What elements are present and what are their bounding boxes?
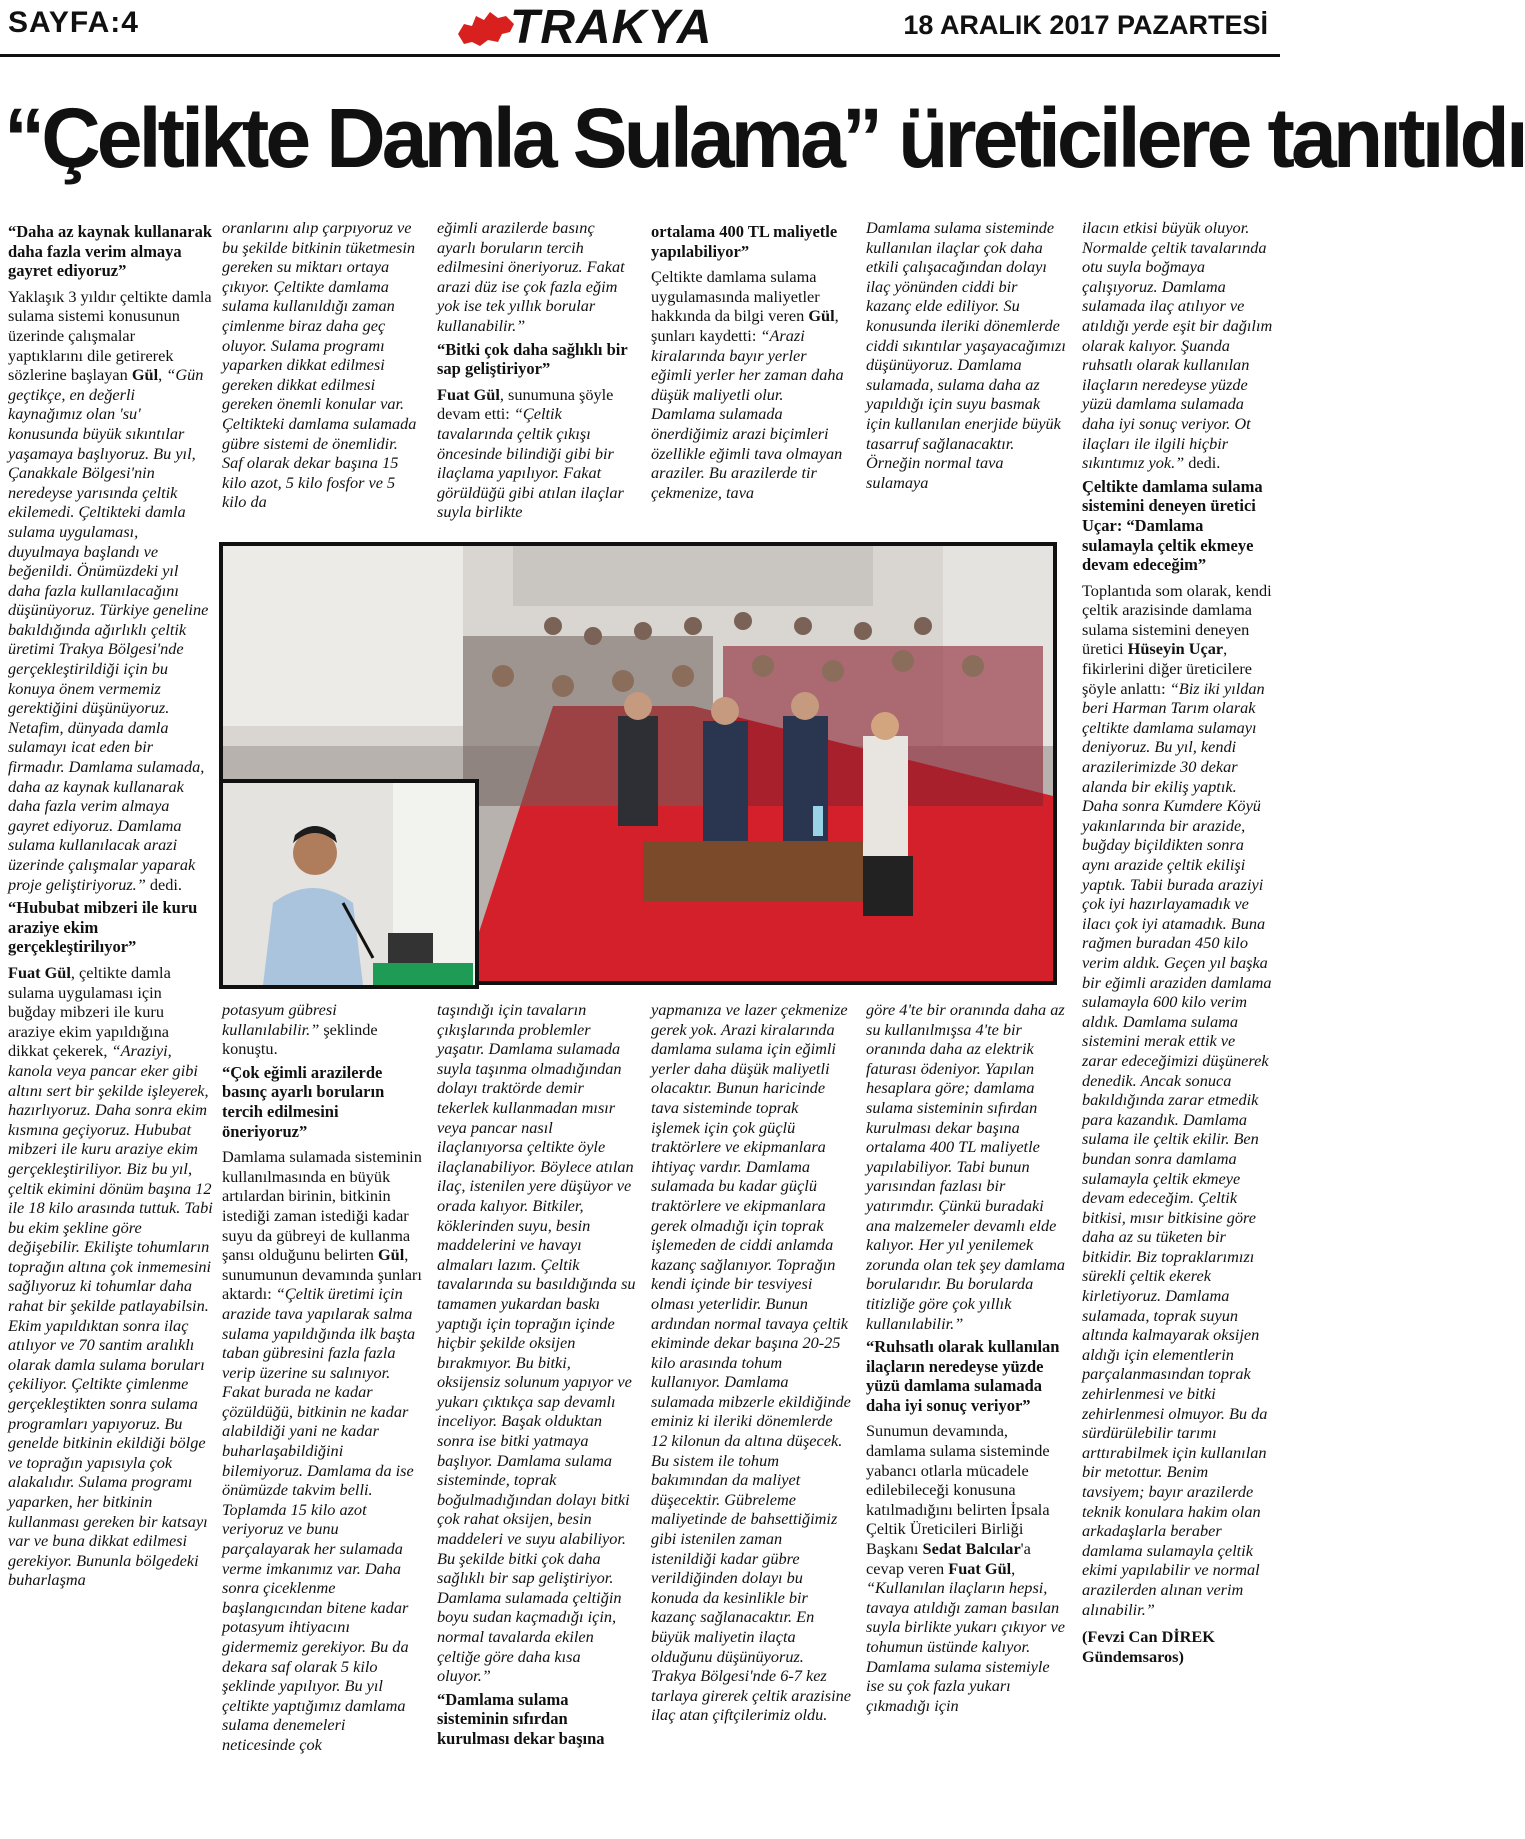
speaker-illustration [223, 783, 475, 985]
paragraph: ilacın etkisi büyük oluyor. Normalde çeltik tavalarında otu suyla boğmaya çalışıyoruz. Damlama sulamada ilaç atılıyor ve atıldığı yerde eşit bir dağılım olarak kalıyor. Şuanda ruhsatlı olarak kullanılan ilaçların neredeyse yüzde yüzü damlama sulamada daha iyi sonuç veriyor. Ot ilaçları ile ilgili hiçbir sıkıntımız yok.” dedi. [1082, 218, 1273, 473]
paragraph: taşındığı için tavaların çıkışlarında problemler yaşatır. Damlama sulamada suyla taşınma olmadığından dolayı traktörde demir tekerlek kullanmadan mısır veya pancar nasıl ilaçlanıyorsa çeltikte öyle ilaçlanabiliyor. Böylece atılan ilaç, istenilen yere düşüyor ve orada kalıyor. Bitkiler, köklerinden suyu, besin maddelerini ve havayı almaları lazım. Çeltik tavalarında su basıldığında su tamamen yukardan baskı yaptığı için toprağın içinde hiçbir şekilde oksijen bırakmıyor. Bu bitki, oksijensiz solunum yapıyor ve yukarı çıktıkça sap devamlı inceliyor. Başak olduktan sonra ise bitki yatmaya başlıyor. Damlama sulama sisteminde, toprak boğulmadığından dolayı bitki çok rahat oksijen, besin maddeleri ve suyu alabiliyor. Bu şekilde bitki çok daha sağlıklı bir sap geliştiriyor. Damlama sulamada çeltiğin boyu sudan kaçmadığı için, normal tavalarda ekilen çeltiğe göre daha kısa oluyor.” [437, 1000, 636, 1686]
article-headline: “Çeltikte Damla Sulama” üreticilere tanıtıldı [4, 91, 1525, 185]
paragraph: Sunumun devamında, damlama sulama sisteminde yabancı otlarla mücadele edilebileceği konusuna katılmadığını belirten İpsala Çeltik Üreticileri Birliği Başkanı Sedat Balcılar'a cevap veren Fuat Gül, “Kullanılan ilaçların hepsi, tavaya atıldığı zaman basılan suyla birlikte yukarı çıkıyor ve tohumun üstünde kalıyor. Damlama sulama sistemiyle ise su çok fazla yukarı çıkmadığı için [866, 1421, 1065, 1715]
column-5-bottom [866, 1000, 1066, 1830]
subheading: Çeltikte damlama sulama sistemini deneyen üretici Uçar: “Damlama sulamayla çeltik ekmeye devam edeceğim” [1082, 476, 1263, 575]
column-4-bottom [651, 1000, 851, 1830]
column-1 [8, 218, 213, 1828]
page-number: SAYFA:4 [8, 6, 139, 39]
column-3-bottom [437, 1000, 637, 1830]
paragraph: Damlama sulama sisteminde kullanılan ilaçlar çok daha etkili çalışacağından dolayı ilaç yönünden ciddi bir kazanç elde ediliyor. Su konusunda ileriki dönemlerde ciddi sıkıntılar yaşayacağımızı düşünüyoruz. Damlama sulamada, sulama daha az yapıldığı için suyu basmak için kullanılan enerjide büyük tasarruf sağlanacaktır. Örneğin normal tava sulamaya [866, 218, 1066, 492]
meeting-photo [219, 542, 1057, 985]
paragraph: Çeltikte damlama sulama uygulamasında maliyetler hakkında da bilgi veren Gül, şunları kaydetti: “Arazi kiralarında bayır yerler eğimli yerler her zaman daha düşük maliyetli olur. Damlama sulamada önerdiğimiz arazi biçimleri özellikle eğimli tava olmayan araziler. Bu arazilerde tir çekmenize, tava [651, 267, 844, 502]
column-4-top [651, 218, 851, 536]
column-3-top [437, 218, 637, 536]
masthead-rule [0, 54, 1280, 57]
subheading: “Çok eğimli arazilerde basınç ayarlı boruların tercih edilmesini öneriyoruz” [222, 1062, 385, 1141]
paragraph: eğimli arazilerde basınç ayarlı boruların tercih edilmesini öneriyoruz. Fakat arazi düz ise çok fazla eğim yok ise tek yıllık borular kullanabilir.” [437, 218, 625, 335]
column-2-top [222, 218, 422, 536]
paragraph: Toplantıda som olarak, kendi çeltik arazisinde damlama sulama sistemini deneyen üretici Hüseyin Uçar, fikirlerini diğer üreticilere şöyle anlattı: “Biz iki yıldan beri Harman Tarım olarak çeltikte damlama sulamayı deniyoruz. Bu yıl, kendi arazilerimizde 30 dekar alanda bir ekiliş yaptık. Daha sonra Kumdere Köyü yakınlarında bir arazide, buğday biçildikten sonra aynı arazide çeltik ekilişi yaptık. Tabii burada araziyi çok iyi hazırlayamadık ve ilacı çok iyi atamadık. Buna rağmen buradan 450 kilo verim aldık. Geçen yıl başka bir eğimli araziden damlama sulamayla 600 kilo verim aldık. Damlama sulama sistemini merak ettik ve zarar edeceğimizi düşünerek denedik. Ancak sonuca bakıldığında zarar etmedik para kazandık. Damlama sulama ile çeltik ekilir. Ben bundan sonra damlama sulamayla çeltik ekmeye devam edeceğim. Çeltik bitkisi, mısır bitkisine göre daha az su tüketen bir bitkidir. Biz topraklarımızı sürekli çeltik ekerek kirletiyoruz. Damlama sulamada, toprak suyun altında kalmayarak oksijen aldığı için elementlerin parçalanmasından toprak zehirlenmesi ve bitki zehirlenmesi olmuyor. Bu da sürdürülebilir tarımı arttırabilmek için kullanılan bir metottur. Benim tavsiyem; bayır arazilerde teknik konulara hakim olan arkadaşlarla beraber damlama sulamayla çeltik ekimi yapılabilir ve normal arazilerden alınan verim alınabilir.” [1082, 580, 1272, 1619]
masthead [0, 0, 1280, 60]
paragraph: Fuat Gül, çeltikte damla sulama uygulaması için buğday mibzeri ile kuru araziye ekim yapıldığına dikkat çekerek, “Araziyi, kanola veya pancar eker gibi altını sert bir şekilde işleyerek, hazırlıyoruz. Daha sonra ekim kısmına geçiyoruz. Hububat mibzeri ile kuru araziye ekim gerçekleştiriliyor. Biz bu yıl, çeltik ekimini dönüm başına 12 ile 18 kilo arasında tuttuk. Tabi bu ekim şekline göre değişebilir. Ekilişte tohumların toprağın altına çok inmemesini sağlıyoruz ki tohumlar daha rahat bir şekilde patlayabilsin. Ekim yapıldıktan sonra ilaç atılıyor ve 70 santim aralıklı olarak damla sulama boruları çekiliyor. Çeltikte çimlenme gerçekleştikten sonra sulama programları yapıyoruz. Bu genelde bitkinin ekildiği bölge ve toprağın yapısıyla çok alakalıdır. Sulama programı yaparken, her bitkinin kullanması gereken bir katsayı var ve buna dikkat edilmesi gerekiyor. Bununla bölgedeki buharlaşma [8, 962, 213, 1590]
column-5-top [866, 218, 1066, 536]
paragraph: Damlama sulamada sisteminin kullanılmasında en büyük artılardan birinin, bitkinin istediği zaman istediği kadar suyu da gübreyi de kullanma şansı olduğunu belirten Gül, sunumunun devamında şunları aktardı: “Çeltik üretimi için arazide tava yapılarak salma sulama yapıldığında ilk başta taban gübresini fazla fazla verip üzerine su salınıyor. Fakat burada ne kadar çözüldüğü, bitkinin ne kadar alabildiği yani ne kadar buharlaşabildiğini bilemiyoruz. Damlama da ise önümüzde takvim belli. Toplamda 15 kilo azot veriyoruz ve bunu parçalayarak her sulamada verme imkanımız var. Daha sonra çiceklenme başlangıcından bitene kadar potasyum ihtiyacını gidermemiz gerekiyor. Bu da dekara saf olarak 5 kilo şeklinde yapılıyor. Bu yıl çeltikte yaptığımız damlama sulama denemeleri neticesinde çok [222, 1147, 422, 1754]
paragraph: göre 4'te bir oranında daha az su kullanılmışsa 4'te bir oranında daha az elektrik faturası ödeniyor. Yapılan hesaplara göre; damlama sulama sisteminin sıfırdan kurulması dekar başına ortalama 400 TL maliyetle yapılabiliyor. Tabi bunun yarısından fazlası bir yatırımdır. Çünkü buradaki ana malzemeler devamlı elde kalıyor. Her yıl yenilemek zorunda olan tek şey damlama borularıdır. Bu borularda titizliğe göre çok yıllık kullanılabilir.” [866, 1000, 1065, 1333]
paragraph: yapmanıza ve lazer çekmenize gerek yok. Arazi kiralarında damlama sulama için eğimli yerler daha düşük maliyetli olacaktır. Bunun haricinde tava sisteminde toprak işlemek için çok güçlü traktörlere ve ekipmanlara ihtiyaç vardır. Damlama sulamada bu kadar güçlü traktörlere ve ekipmanlara gerek olmadığı için toprak işlemeden de ciddi anlamda kazanç sağlanıyor. Toprağın kendi içinde bir tesviyesi olması yeterlidir. Bunun ardından normal tavaya çeltik ekiminde dekar başına 20-25 kilo arasında tohum kullanıyor. Damlama sulamada mibzerle ekildiğinde eminiz ki ileriki dönemlerde 12 kilonun da altına düşecek. Bu sistem ile tohum bakımından da maliyet düşecektir. Gübreleme maliyetinde de bahsettiğimiz gibi istenilen zaman istenildiği kadar gübre verildiğinden dolayı bu konuda da kesinlikle bir kazanç sağlanacaktır. En büyük maliyetin ilaçta olduğunu düşünüyoruz. Trakya Bölgesi'nde 6-7 kez tarlaya girerek çeltik arazisine ilaç atan çiftçilerimiz oldu. [651, 1000, 852, 1725]
column-2-bottom [222, 1000, 422, 1830]
byline: (Fevzi Can DİREK Gündemsaros) [1082, 1627, 1215, 1666]
logo-wordmark: TRAKYA [510, 1, 713, 54]
subheading: “Hububat mibzeri ile kuru araziye ekim gerçekleştirilıyor” [8, 898, 198, 957]
paragraph: oranlarını alıp çarpıyoruz ve bu şekilde bitkinin tüketmesin gereken su miktarı ortaya çıkıyor. Çeltikte damlama sulama kullanıldığı zaman çimlenme biraz daha geç oluyor. Sulama programı yaparken dikkat edilmesi gereken dikkat edilmesi gereken önemli konular var. Çeltikteki damlama sulamada gübre sistemi de önemlidir. Saf olarak dekar başına 15 kilo azot, 5 kilo fosfor ve 5 kilo da [222, 218, 417, 512]
paragraph: Yaklaşık 3 yıldır çeltikte damla sulama sistemi konusunun üzerinde çalışmalar yaptıklarını dile getirerek sözlerine başlayan Gül, “Gün geçtikçe, en değerli kaynağımız olan 'su' konusunda büyük sıkıntılar yaşamaya başlıyoruz. Bu yıl, Çanakkale Bölgesi'nin neredeyse yarısında çeltik ekilemedi. Çeltikteki damla sulama uygulaması, duyulmaya başlandı ve beğenildi. Önümüzdeki yıl daha fazla kullanılacağını düşünüyoruz. Türkiye geneline bakıldığında ağırlıklı çeltik üretimi Trakya Bölgesi'nde gerçekleştirildiği için bu konuya önem vermemiz gerektiğini düşünüyoruz. Netafim, dünyada damla sulamayı icat eden bir firmadır. Damlama sulamada, daha az kaynak kullanarak daha fazla verim almaya gayret ediyoruz. Damlama sulama kullanılacak arazi üzerinde çalışmalar yaparak proje geliştiriyoruz.” dedi. [8, 286, 212, 894]
issue-date: 18 ARALIK 2017 PAZARTESİ [903, 10, 1268, 40]
subheading: ortalama 400 TL maliyetle yapılabiliyor” [651, 222, 838, 261]
subheading: “Ruhsatlı olarak kullanılan ilaçların neredeyse yüzde yüzü damlama sulamada daha iyi sonuç veriyor” [866, 1337, 1060, 1415]
turkey-map-icon [454, 4, 518, 56]
paragraph: Fuat Gül, sunumuna şöyle devam etti: “Çeltik tavalarında çeltik çıkışı öncesinde bilindiği gibi bir ilaçlama yapılıyor. Fakat görüldüğü gibi atılan ilaçlar suyla birlikte [437, 384, 624, 522]
subheading: “Damlama sulama sisteminin sıfırdan kurulması dekar başına [437, 1689, 605, 1748]
paragraph: potasyum gübresi kullanılabilir.” şeklinde konuştu. [222, 1000, 378, 1059]
newspaper-logo [450, 0, 770, 58]
subheading: “Bitki çok daha sağlıklı bir sap geliştiriyor” [437, 339, 628, 379]
subheading: “Daha az kaynak kullanarak daha fazla verim almaya gayret ediyoruz” [8, 222, 213, 281]
column-6 [1082, 218, 1274, 1828]
speaker-inset-photo [219, 779, 479, 989]
